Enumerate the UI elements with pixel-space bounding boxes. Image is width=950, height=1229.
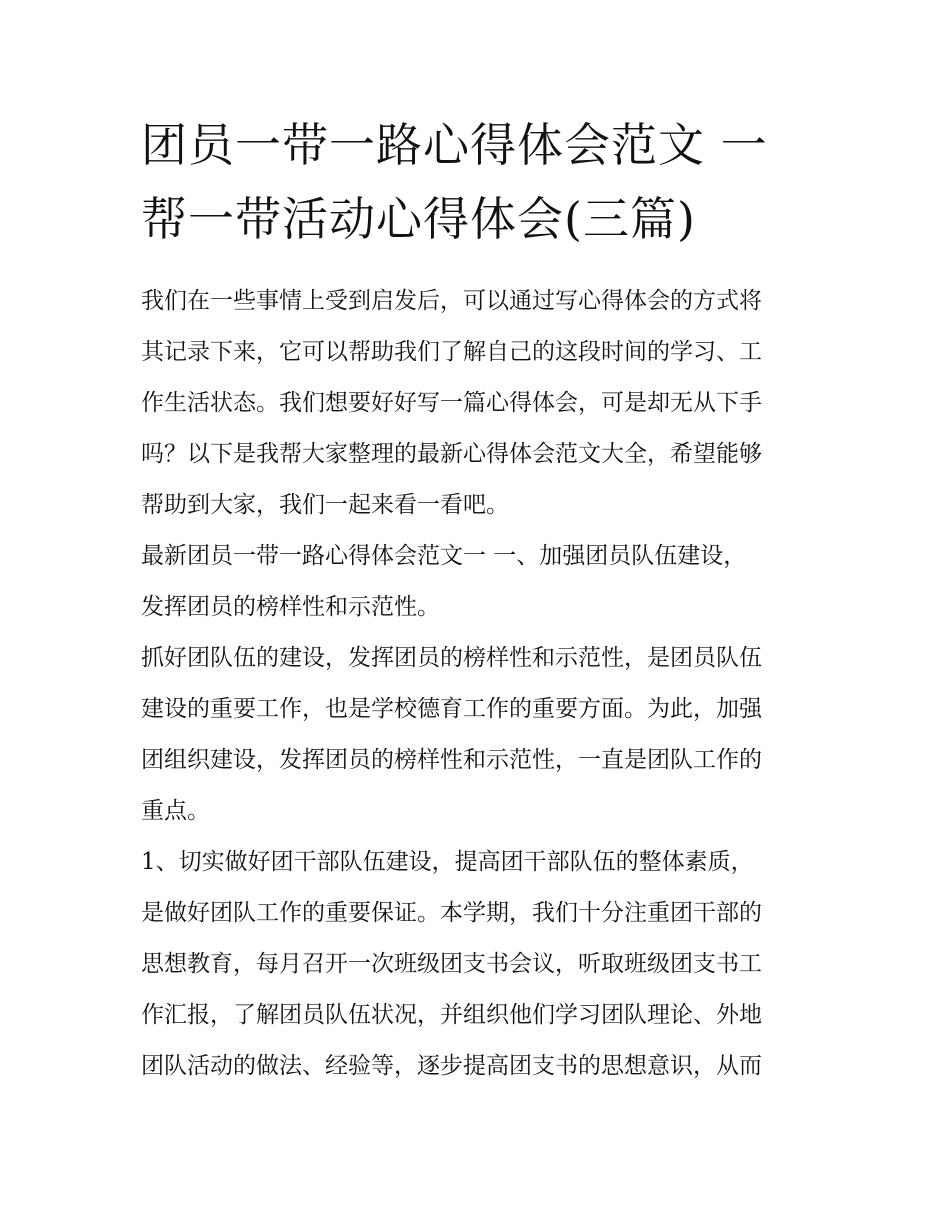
body-paragraph	[141, 837, 813, 1092]
text-line: 作汇报，了解团员队伍状况，并组织他们学习团队理论、外地	[141, 1002, 762, 1028]
text-line: 1、切实做好团干部队伍建设，提高团干部队伍的整体素质，	[141, 849, 754, 875]
title-line: 帮一带活动心得体会(三篇)	[141, 192, 696, 246]
title-line: 团员一带一路心得体会范文 一	[141, 118, 768, 172]
text-line: 帮助到大家，我们一起来看一看吧。	[141, 492, 509, 518]
text-line: 思想教育，每月召开一次班级团支书会议，听取班级团支书工	[141, 951, 762, 977]
text-line: 是做好团队工作的重要保证。本学期，我们十分注重团干部的	[141, 900, 762, 926]
text-line: 团队活动的做法、经验等，逐步提高团支书的思想意识，从而	[141, 1053, 762, 1079]
text-line: 其记录下来，它可以帮助我们了解自己的这段时间的学习、工	[141, 339, 762, 365]
text-line: 吗？以下是我帮大家整理的最新心得体会范文大全，希望能够	[141, 441, 762, 467]
document-body	[141, 108, 813, 1092]
text-line: 最新团员一带一路心得体会范文一 一、加强团员队伍建设，	[141, 543, 747, 569]
text-line: 我们在一些事情上受到启发后，可以通过写心得体会的方式将	[141, 288, 762, 314]
text-line: 作生活状态。我们想要好好写一篇心得体会，可是却无从下手	[141, 390, 762, 416]
text-line: 建设的重要工作，也是学校德育工作的重要方面。为此，加强	[141, 696, 762, 722]
text-line: 抓好团队伍的建设，发挥团员的榜样性和示范性，是团员队伍	[141, 645, 762, 671]
text-line: 重点。	[141, 798, 210, 824]
intro-paragraph	[141, 276, 813, 531]
document-title	[141, 108, 813, 256]
section-heading-paragraph	[141, 531, 813, 633]
text-line: 团组织建设，发挥团员的榜样性和示范性，一直是团队工作的	[141, 747, 762, 773]
text-line: 发挥团员的榜样性和示范性。	[141, 594, 440, 620]
body-paragraph	[141, 633, 813, 837]
